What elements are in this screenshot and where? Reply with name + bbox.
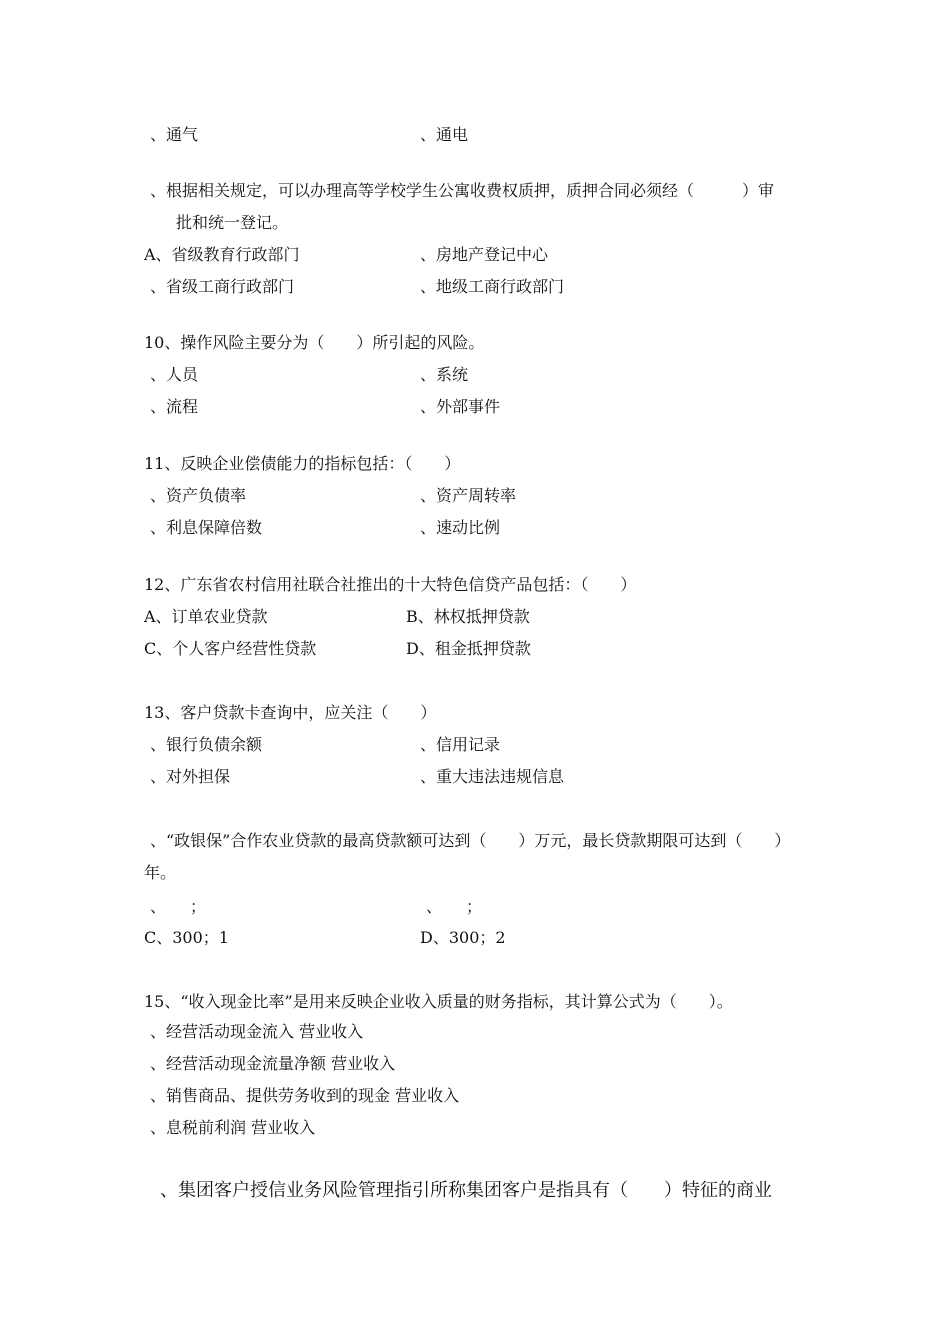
q15-option-c: 、销售商品、提供劳务收到的现金 营业收入 (150, 1086, 460, 1105)
q8-option-d: 、通电 (420, 125, 469, 144)
q8-option-c: 、通气 (150, 125, 199, 144)
q13-option-a: 、银行负债余额 (150, 735, 263, 754)
q11-option-b: 、资产周转率 (420, 486, 517, 505)
q12-option-d: D、租金抵押贷款 (406, 639, 531, 658)
q9-option-c: 、省级工商行政部门 (150, 277, 295, 296)
q14-option-a: 、 ； (150, 897, 207, 916)
q15-option-b: 、经营活动现金流量净额 营业收入 (150, 1054, 396, 1073)
q15-option-a: 、经营活动现金流入 营业收入 (150, 1022, 364, 1041)
q10-option-b: 、系统 (420, 365, 469, 384)
q14-stem-line1: 、“政银保”合作农业贷款的最高贷款额可达到（ ）万元，最长贷款期限可达到（ ） (150, 831, 791, 850)
q11-option-c: 、利息保障倍数 (150, 518, 263, 537)
q9-stem-line1: 、根据相关规定，可以办理高等学校学生公寓收费权质押，质押合同必须经（ ）审 (150, 181, 775, 200)
q10-option-a: 、人员 (150, 365, 199, 384)
q13-option-c: 、对外担保 (150, 767, 231, 786)
q14-option-d: D、300；2 (420, 928, 506, 947)
q10-option-d: 、外部事件 (420, 397, 501, 416)
q12-option-a: A、订单农业贷款 (144, 607, 268, 626)
q9-stem-line2: 批和统一登记。 (176, 213, 289, 232)
q11-option-d: 、速动比例 (420, 518, 501, 537)
q10-option-c: 、流程 (150, 397, 199, 416)
q13-option-b: 、信用记录 (420, 735, 501, 754)
q13-stem: 13、客户贷款卡查询中，应关注（ ） (144, 703, 437, 722)
q15-option-d: 、息税前利润 营业收入 (150, 1118, 316, 1137)
q9-option-b: 、房地产登记中心 (420, 245, 549, 264)
q12-option-b: B、林权抵押贷款 (406, 607, 530, 626)
q12-option-c: C、个人客户经营性贷款 (144, 639, 317, 658)
q13-option-d: 、重大违法违规信息 (420, 767, 565, 786)
q11-option-a: 、资产负债率 (150, 486, 247, 505)
q16-stem-line1: 、集团客户授信业务风险管理指引所称集团客户是指具有（ ）特征的商业 (160, 1180, 772, 1201)
q14-stem-line2: 年。 (144, 863, 177, 882)
q9-option-a: A、省级教育行政部门 (144, 245, 300, 264)
q12-stem: 12、广东省农村信用社联合社推出的十大特色信贷产品包括：（ ） (144, 575, 637, 594)
q14-option-b: 、 ； (426, 897, 483, 916)
q11-stem: 11、反映企业偿债能力的指标包括：（ ） (144, 454, 461, 473)
q14-option-c: C、300；1 (144, 928, 229, 947)
q10-stem: 10、操作风险主要分为（ ）所引起的风险。 (144, 333, 485, 352)
q15-stem: 15、“收入现金比率”是用来反映企业收入质量的财务指标，其计算公式为（ ）。 (144, 992, 733, 1011)
q9-option-d: 、地级工商行政部门 (420, 277, 565, 296)
